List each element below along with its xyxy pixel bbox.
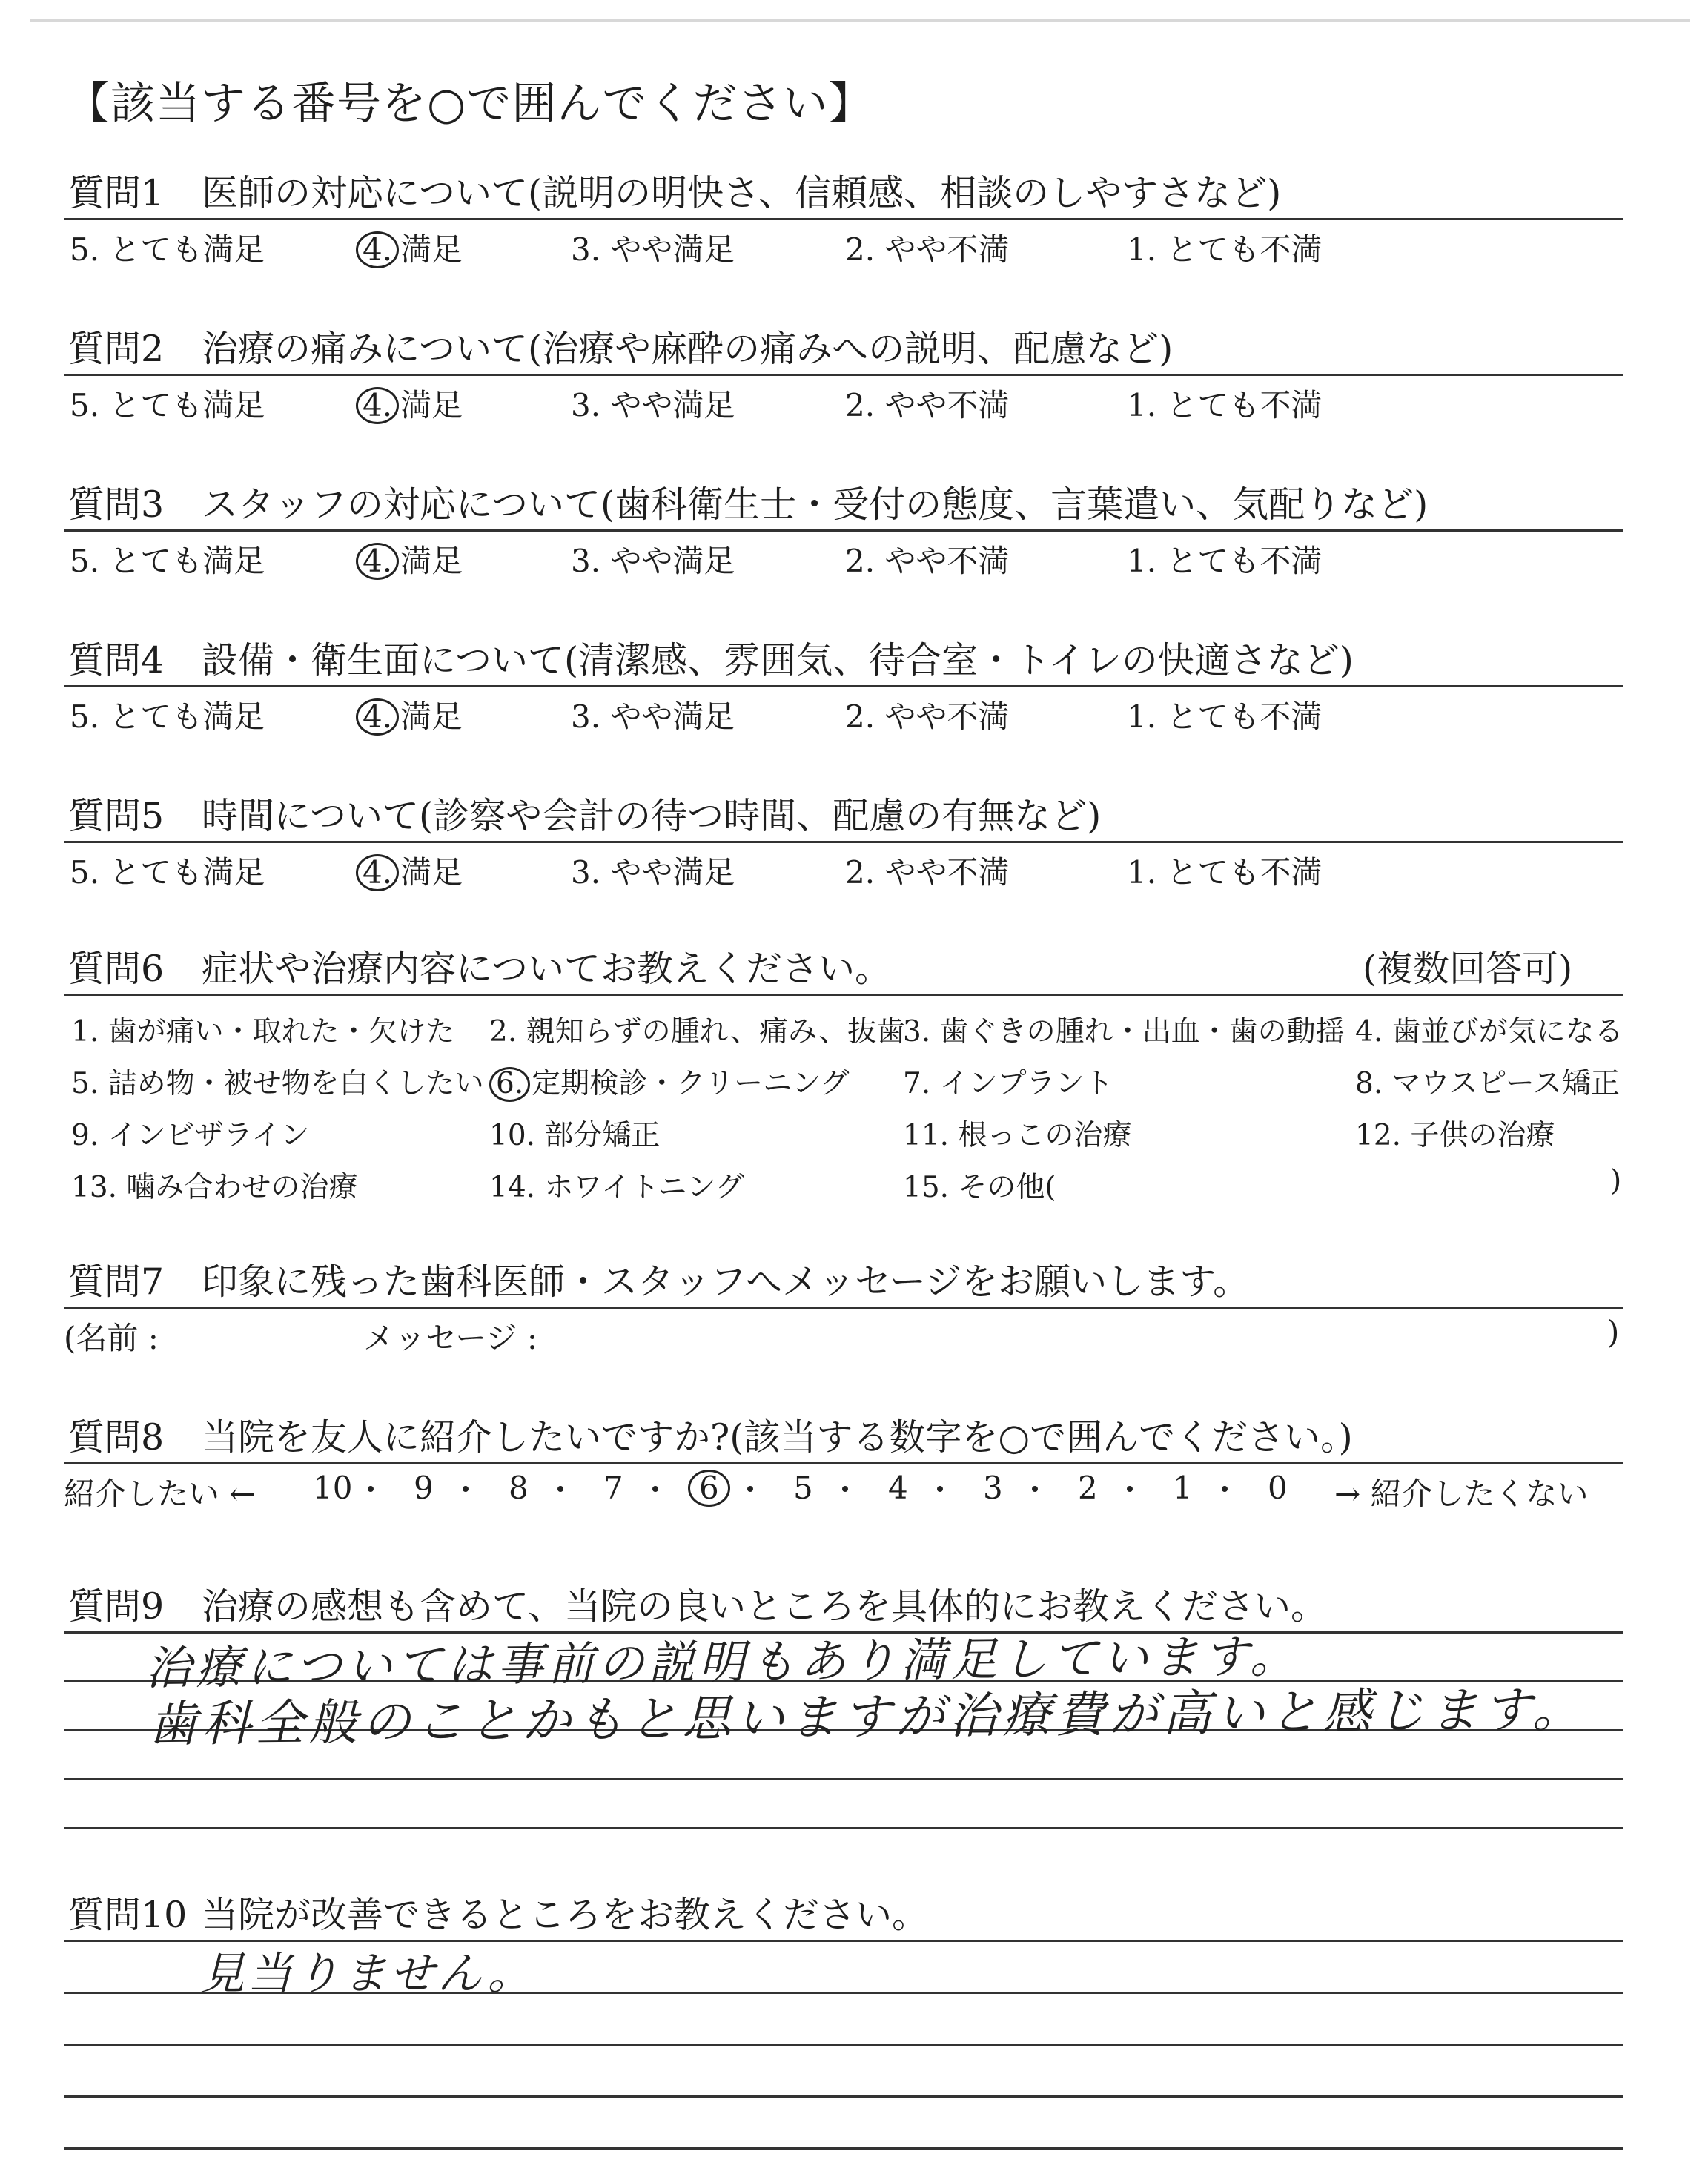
rating-option[interactable]: 5. とても満足 <box>70 543 265 579</box>
scale-separator-dot <box>842 1486 848 1492</box>
rating-option[interactable]: 2. やや不満 <box>845 231 1010 268</box>
selection-circle: 6. <box>489 1067 530 1102</box>
answer-line <box>64 1778 1623 1780</box>
top-border <box>30 19 1690 22</box>
scale-value[interactable]: 5 <box>793 1470 813 1506</box>
divider <box>64 218 1623 220</box>
scale-value[interactable]: 9 <box>414 1470 434 1506</box>
option-label: 満足 <box>400 543 463 579</box>
rating-option[interactable]: 1. とても不満 <box>1127 231 1323 268</box>
symptom-option[interactable]: 7. インプラント <box>903 1067 1113 1100</box>
question-2-heading <box>68 320 1173 372</box>
scale-value[interactable]: 4 <box>888 1470 908 1506</box>
rating-option[interactable]: 1. とても不満 <box>1127 854 1323 891</box>
handwritten-answer-line: 歯科全般のことかもと思いますが治療費が高いと感じます。 <box>148 1680 1586 1754</box>
selection-circle: 4. <box>356 698 399 736</box>
rating-option[interactable]: 3. やや満足 <box>571 854 735 891</box>
scale-value[interactable]: 2 <box>1078 1470 1098 1506</box>
option-label: 満足 <box>400 854 463 891</box>
rating-option[interactable]: 5. とても満足 <box>70 387 265 423</box>
rating-option[interactable]: 3. やや満足 <box>571 698 735 735</box>
rating-option[interactable]: 3. やや満足 <box>571 387 735 423</box>
question-text: 当院を友人に紹介したいですか?(該当する数字を○で囲んでください。) <box>202 1416 1353 1459</box>
name-label: (名前 : <box>64 1320 159 1356</box>
question-number: 質問2 <box>68 328 165 370</box>
message-label: メッセージ : <box>363 1320 537 1356</box>
rating-option[interactable]: 5. とても満足 <box>70 698 265 735</box>
rating-option-4-selected[interactable] <box>356 693 463 737</box>
question-text: 印象に残った歯科医師・スタッフへメッセージをお願いします。 <box>202 1261 1250 1303</box>
question-7-heading <box>68 1253 1249 1305</box>
divider <box>64 1307 1623 1309</box>
scale-separator-dot <box>557 1486 563 1492</box>
multiple-answers-note: (複数回答可) <box>1363 948 1573 990</box>
symptom-option[interactable]: 9. インビザライン <box>71 1119 310 1152</box>
scale-separator-dot <box>463 1486 469 1492</box>
recommend-right-label: → 紹介したくない <box>1334 1476 1589 1512</box>
question-number: 質問8 <box>68 1416 165 1459</box>
scale-separator-dot <box>937 1486 943 1492</box>
scale-value[interactable]: 8 <box>509 1470 529 1506</box>
question-1-heading <box>68 165 1281 217</box>
scale-separator-dot <box>1127 1486 1133 1492</box>
question-6-heading <box>68 940 891 992</box>
question-3-heading <box>68 476 1428 528</box>
question-text: 治療の感想も含めて、当院の良いところを具体的にお教えください。 <box>202 1585 1328 1628</box>
scale-value[interactable]: 0 <box>1268 1470 1288 1506</box>
selection-circle: 4. <box>356 543 399 580</box>
close-paren: ) <box>1607 1314 1620 1350</box>
symptom-option[interactable]: 8. マウスピース矯正 <box>1355 1067 1620 1100</box>
selection-circle: 4. <box>356 854 399 891</box>
handwritten-answer-line: 治療については事前の説明もあり満足しています。 <box>145 1628 1301 1696</box>
question-5-heading <box>68 787 1101 839</box>
option-label: 定期検診・クリーニング <box>532 1067 850 1100</box>
answer-line <box>64 2095 1623 2098</box>
divider <box>64 1462 1623 1464</box>
symptom-option[interactable]: 14. ホワイトニング <box>489 1171 744 1204</box>
question-text: 治療の痛みについて(治療や麻酔の痛みへの説明、配慮など) <box>202 328 1174 370</box>
page-title: 【該当する番号を○で囲んでください】 <box>65 78 874 130</box>
question-4-heading <box>68 632 1354 684</box>
option-label: 満足 <box>400 387 463 423</box>
handwritten-answer-line: 見当りません。 <box>200 1948 535 2000</box>
scale-separator-dot <box>1222 1486 1228 1492</box>
scale-value[interactable]: 1 <box>1173 1470 1193 1506</box>
question-text: 時間について(診察や会計の待つ時間、配慮の有無など) <box>202 795 1102 837</box>
symptom-option[interactable]: 3. 歯ぐきの腫れ・出血・歯の動揺 <box>903 1015 1345 1048</box>
scale-separator-dot <box>368 1486 374 1492</box>
symptom-option[interactable]: 12. 子供の治療 <box>1355 1119 1555 1152</box>
divider <box>64 685 1623 687</box>
question-number: 質問4 <box>68 639 165 681</box>
question-number: 質問7 <box>68 1261 165 1303</box>
symptom-option[interactable]: 1. 歯が痛い・取れた・欠けた <box>71 1015 455 1048</box>
divider <box>64 994 1623 996</box>
question-text: 症状や治療内容についてお教えください。 <box>202 948 892 990</box>
symptom-option[interactable]: 2. 親知らずの腫れ、痛み、抜歯 <box>489 1015 906 1048</box>
answer-line <box>64 2044 1623 2046</box>
symptom-option[interactable]: 15. その他( <box>903 1171 1056 1204</box>
question-text: 当院が改善できるところをお教えください。 <box>202 1894 929 1936</box>
symptom-option[interactable]: 5. 詰め物・被せ物を白くしたい <box>71 1067 484 1100</box>
scale-value[interactable]: 10 <box>313 1470 353 1506</box>
symptom-option[interactable]: 10. 部分矯正 <box>489 1119 661 1152</box>
question-number: 質問1 <box>68 172 165 214</box>
scale-value[interactable]: 7 <box>603 1470 623 1506</box>
question-number: 質問6 <box>68 948 165 990</box>
rating-option-4-selected[interactable] <box>356 537 463 581</box>
question-number: 質問3 <box>68 483 165 526</box>
rating-option-4-selected[interactable] <box>356 848 463 893</box>
rating-option[interactable]: 2. やや不満 <box>845 543 1010 579</box>
option-label: 満足 <box>400 698 463 735</box>
scale-value-selected[interactable]: 6 <box>688 1470 730 1507</box>
scale-separator-dot <box>1032 1486 1038 1492</box>
answer-line <box>64 1827 1623 1829</box>
rating-option[interactable]: 1. とても不満 <box>1127 387 1323 423</box>
selection-circle: 4. <box>356 387 399 424</box>
rating-option[interactable]: 3. やや満足 <box>571 231 735 268</box>
rating-option-4-selected[interactable] <box>356 225 463 270</box>
answer-line <box>64 2147 1623 2150</box>
divider <box>64 841 1623 843</box>
scale-separator-dot <box>747 1486 753 1492</box>
rating-option[interactable]: 2. やや不満 <box>845 698 1010 735</box>
recommend-left-label: 紹介したい ← <box>64 1476 256 1512</box>
question-number: 質問5 <box>68 795 165 837</box>
question-text: スタッフの対応について(歯科衛生士・受付の態度、言葉遣い、気配りなど) <box>202 483 1429 526</box>
question-text: 医師の対応について(説明の明快さ、信頼感、相談のしやすさなど) <box>202 172 1282 214</box>
rating-option[interactable]: 2. やや不満 <box>845 387 1010 423</box>
rating-option[interactable]: 2. やや不満 <box>845 854 1010 891</box>
scale-separator-dot <box>652 1486 658 1492</box>
symptom-option[interactable]: 11. 根っこの治療 <box>903 1119 1132 1152</box>
question-text: 設備・衛生面について(清潔感、雰囲気、待合室・トイレの快適さなど) <box>202 639 1354 681</box>
rating-option[interactable]: 5. とても満足 <box>70 231 265 268</box>
rating-option-4-selected[interactable] <box>356 381 463 426</box>
symptom-option[interactable]: 4. 歯並びが気になる <box>1355 1015 1623 1048</box>
divider <box>64 529 1623 532</box>
rating-option[interactable]: 1. とても不満 <box>1127 543 1323 579</box>
question-number: 質問9 <box>68 1585 165 1628</box>
question-8-heading <box>68 1409 1353 1461</box>
divider <box>64 374 1623 376</box>
question-number: 質問10 <box>68 1894 188 1936</box>
option-label: 満足 <box>400 231 463 268</box>
rating-option[interactable]: 5. とても満足 <box>70 854 265 891</box>
symptom-option-6-selected[interactable] <box>489 1060 849 1102</box>
question-10-heading <box>68 1886 928 1938</box>
other-close-paren[interactable]: ) <box>1610 1164 1622 1198</box>
selection-circle: 4. <box>356 231 399 268</box>
rating-option[interactable]: 3. やや満足 <box>571 543 735 579</box>
symptom-option[interactable]: 13. 噛み合わせの治療 <box>71 1171 358 1204</box>
rating-option[interactable]: 1. とても不満 <box>1127 698 1323 735</box>
scale-value[interactable]: 3 <box>983 1470 1003 1506</box>
